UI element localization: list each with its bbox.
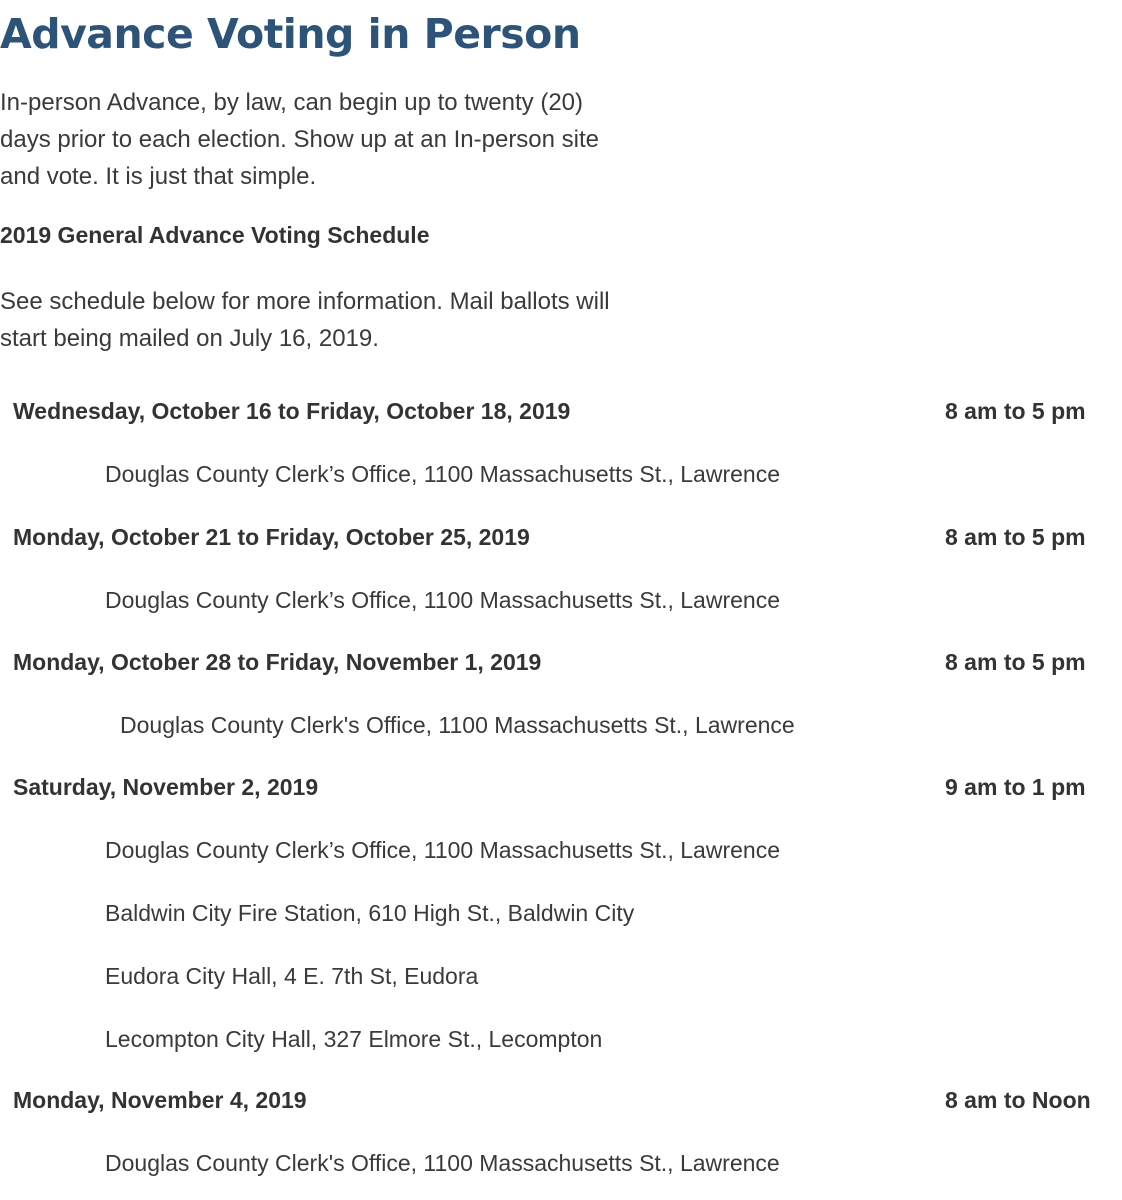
period-hours: 8 am to Noon xyxy=(945,1087,1091,1113)
notice-line: See schedule below for more information. Mail ballots will xyxy=(0,288,610,315)
period-dates: Monday, October 28 to Friday, November 1, 2019 xyxy=(13,649,542,675)
period-hours: 9 am to 1 pm xyxy=(945,774,1086,800)
intro-line: In-person Advance, by law, can begin up to twenty (20) xyxy=(0,89,584,116)
intro-line: and vote. It is just that simple. xyxy=(0,163,317,190)
voting-location: Lecompton City Hall, 327 Elmore St., Lecompton xyxy=(105,1026,603,1052)
period-dates: Monday, October 21 to Friday, October 25, 2019 xyxy=(13,524,530,550)
period-dates: Saturday, November 2, 2019 xyxy=(13,774,319,800)
page-title: Advance Voting in Person xyxy=(0,10,581,58)
voting-location: Douglas County Clerk's Office, 1100 Massachusetts St., Lawrence xyxy=(105,1150,780,1176)
schedule-heading: 2019 General Advance Voting Schedule xyxy=(0,222,430,248)
voting-location: Eudora City Hall, 4 E. 7th St, Eudora xyxy=(105,963,479,989)
voting-location: Douglas County Clerk’s Office, 1100 Massachusetts St., Lawrence xyxy=(105,461,780,487)
voting-location: Douglas County Clerk’s Office, 1100 Massachusetts St., Lawrence xyxy=(105,837,780,863)
voting-location: Douglas County Clerk's Office, 1100 Massachusetts St., Lawrence xyxy=(120,712,795,738)
period-dates: Wednesday, October 16 to Friday, October 18, 2019 xyxy=(13,398,571,424)
period-hours: 8 am to 5 pm xyxy=(945,649,1086,675)
intro-line: days prior to each election. Show up at an In-person site xyxy=(0,126,600,153)
period-dates: Monday, November 4, 2019 xyxy=(13,1087,307,1113)
period-hours: 8 am to 5 pm xyxy=(945,398,1086,424)
notice-line: start being mailed on July 16, 2019. xyxy=(0,325,379,352)
voting-location: Baldwin City Fire Station, 610 High St., Baldwin City xyxy=(105,900,635,926)
voting-location: Douglas County Clerk’s Office, 1100 Massachusetts St., Lawrence xyxy=(105,587,780,613)
period-hours: 8 am to 5 pm xyxy=(945,524,1086,550)
